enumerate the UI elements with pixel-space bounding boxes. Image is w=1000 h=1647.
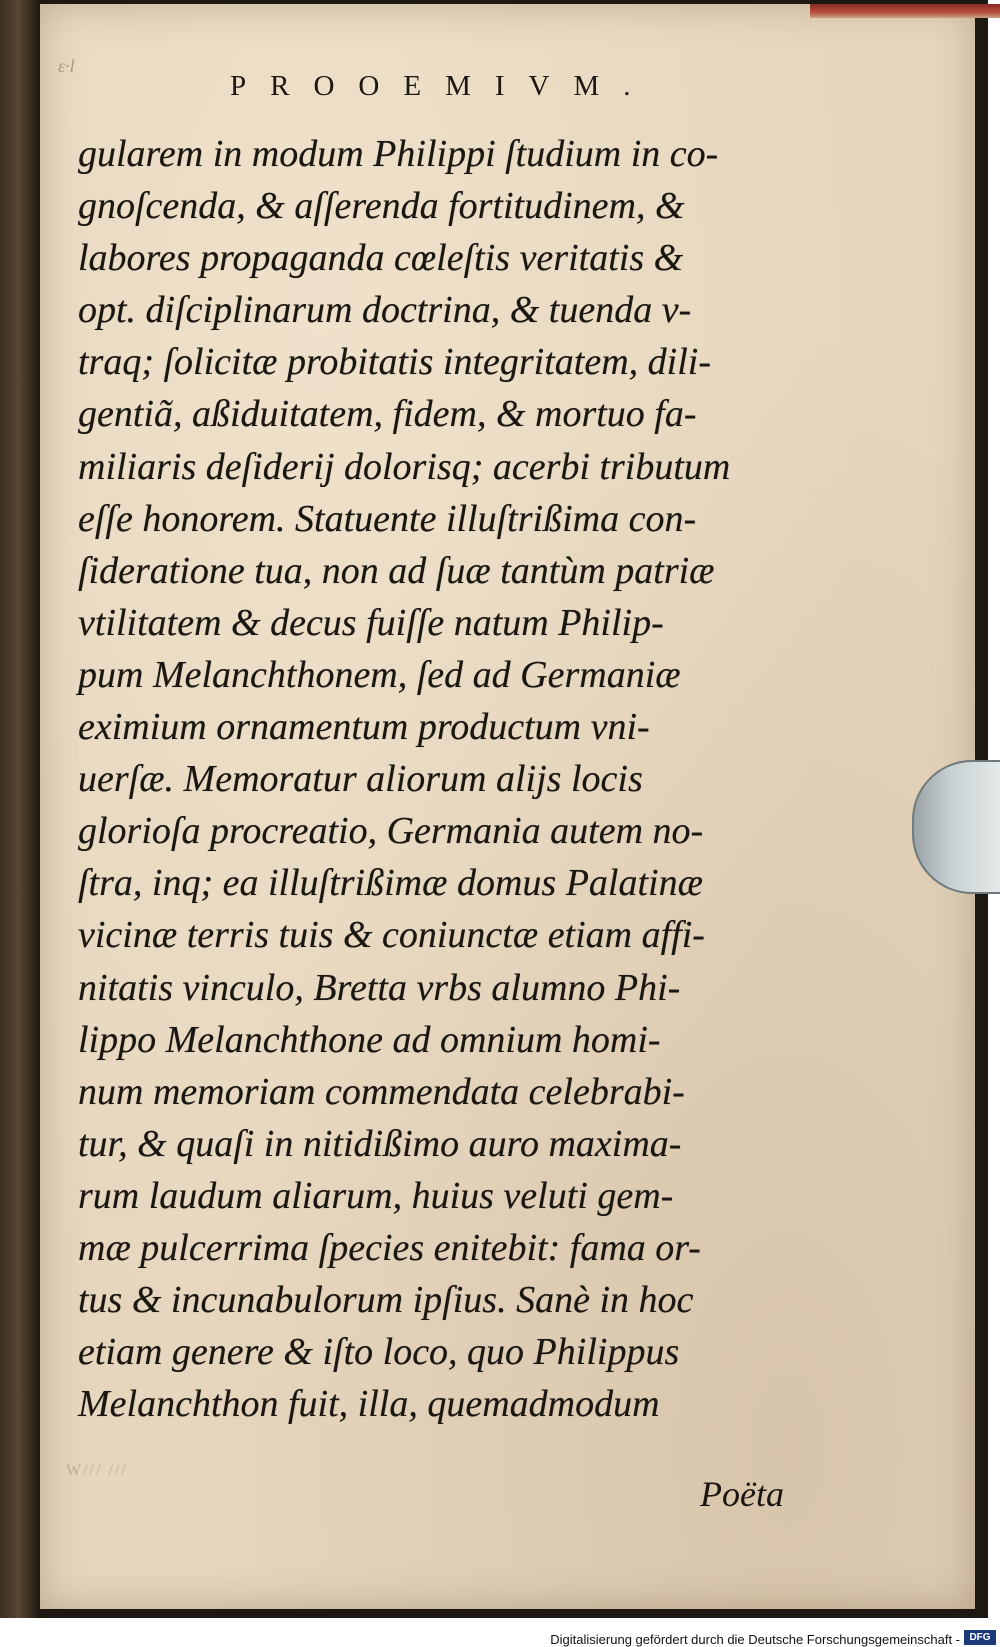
dfg-logo-icon: DFG: [964, 1630, 996, 1645]
margin-mark: ε·l: [58, 56, 75, 76]
text-line: gularem in modum Philippi ſtudium in co-: [78, 133, 719, 175]
running-head: PROOEMIVM.: [230, 70, 655, 102]
text-line: vtilitatem & decus fuiſſe natum Philip-: [78, 601, 664, 644]
text-line: rum laudum aliarum, huius veluti gem-: [78, 1174, 674, 1217]
faint-stamp: W/// ///: [66, 1462, 128, 1479]
text-line: tus & incunabulorum ipſius. Sanè in hoc: [78, 1279, 694, 1322]
text-line: ſtra, inq; ea illuſtrißimæ domus Palatinæ: [78, 862, 703, 905]
text-line: miliaris deſiderij dolorisq; acerbi tributum: [78, 445, 731, 488]
text-block: [78, 128, 848, 1430]
text-line: Melanchthon fuit, illa, quemadmodum: [78, 1383, 660, 1426]
text-line: etiam genere & iſto loco, quo Philippus: [78, 1331, 680, 1374]
text-line: traq; ſolicitæ probitatis integritatem, dili-: [78, 341, 711, 384]
text-line: glorioſa procreatio, Germania autem no-: [78, 810, 704, 853]
page-edge: [810, 4, 1000, 18]
text-line: tur, & quaſi in nitidißimo auro maxima-: [78, 1122, 682, 1165]
text-line: labores propaganda cœleſtis veritatis &: [78, 237, 684, 280]
text-line: lippo Melanchthone ad omnium homi-: [78, 1018, 661, 1061]
text-line: eſſe honorem. Statuente illuſtrißima con-: [78, 497, 697, 540]
text-line: nitatis vinculo, Bretta vrbs alumno Phi-: [78, 966, 681, 1009]
text-line: gnoſcenda, & aſſerenda fortitudinem, &: [78, 185, 685, 228]
text-line: ſideratione tua, non ad ſuæ tantùm patriæ: [78, 549, 715, 592]
text-line: gentiã, aßiduitatem, fidem, & mortuo fa-: [78, 393, 697, 436]
text-line: pum Melanchthonem, ſed ad Germaniæ: [78, 653, 681, 696]
text-line: vicinæ terris tuis & coniunctæ etiam affi-: [78, 914, 705, 957]
catchword: Poëta: [700, 1474, 784, 1514]
text-line: uerſæ. Memoratur aliorum alijs locis: [78, 758, 643, 801]
text-line: eximium ornamentum productum vni-: [78, 706, 650, 749]
text-line: num memoriam commendata celebrabi-: [78, 1070, 685, 1113]
funding-credit: Digitalisierung gefördert durch die Deutsche Forschungsgemeinschaft -: [550, 1632, 960, 1647]
text-line: mæ pulcerrima ſpecies enitebit: fama or-: [78, 1226, 701, 1269]
text-line: opt. diſciplinarum doctrina, & tuenda v-: [78, 289, 692, 332]
